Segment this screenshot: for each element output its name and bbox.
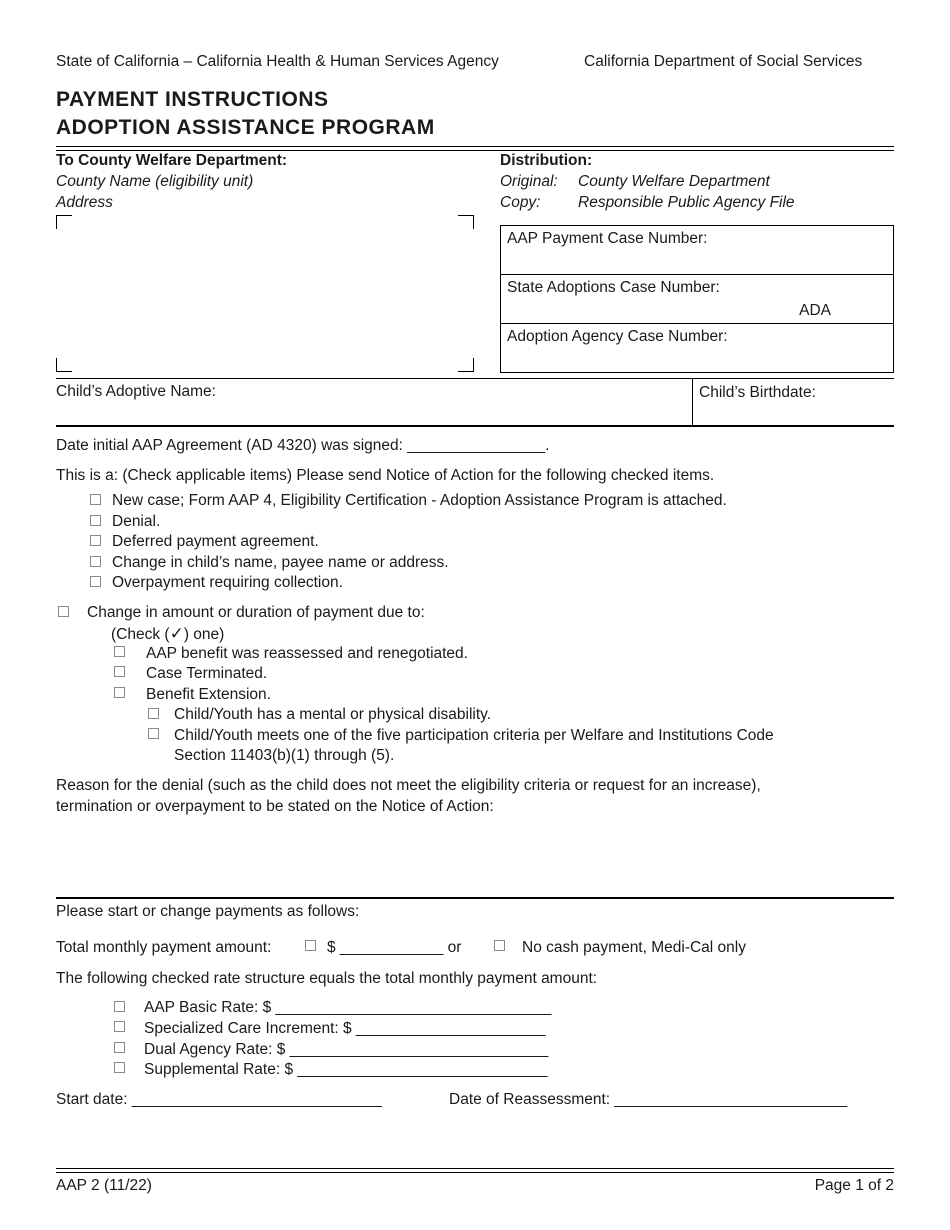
total-payment-checkbox[interactable] [305, 940, 316, 951]
page-number: Page 1 of 2 [814, 1177, 894, 1194]
deferred-payment-checkbox[interactable] [90, 535, 101, 546]
dual-agency-checkbox[interactable] [114, 1042, 125, 1053]
title-divider-bottom [56, 150, 894, 151]
reassessed-checkbox[interactable] [114, 646, 125, 657]
child-birthdate-field[interactable]: Child’s Birthdate: [699, 384, 816, 401]
state-adoptions-case-number-field[interactable] [500, 274, 894, 324]
address-window-corner [56, 215, 72, 229]
address-window-corner [458, 215, 474, 229]
benefit-extension-checkbox[interactable] [114, 687, 125, 698]
specialized-care-checkbox[interactable] [114, 1021, 125, 1032]
child-adoptive-name-field[interactable]: Child’s Adoptive Name: [56, 383, 216, 400]
disability-label: Child/Youth has a mental or physical disability. [174, 706, 492, 723]
name-change-label: Change in child’s name, payee name or address. [112, 554, 449, 571]
denial-label: Denial. [112, 513, 161, 530]
payment-section-divider [56, 897, 894, 899]
denial-checkbox[interactable] [90, 515, 101, 526]
disability-checkbox[interactable] [148, 708, 159, 719]
check-one-prefix: (Check ( [111, 626, 170, 643]
county-name-label: County Name (eligibility unit) [56, 173, 254, 190]
overpayment-label: Overpayment requiring collection. [112, 574, 343, 591]
participation-criteria-label-cont: Section 11403(b)(1) through (5). [174, 747, 395, 764]
address-window-corner [458, 358, 474, 372]
reason-label: Reason for the denial (such as the child does not meet the eligibility criteria or request for an increase), [56, 777, 761, 794]
overpayment-checkbox[interactable] [90, 576, 101, 587]
reason-label-cont: termination or overpayment to be stated on the Notice of Action: [56, 798, 494, 815]
address-window-corner [56, 358, 72, 372]
basic-rate-checkbox[interactable] [114, 1001, 125, 1012]
change-amount-checkbox[interactable] [58, 606, 69, 617]
form-subtitle: ADOPTION ASSISTANCE PROGRAM [56, 116, 435, 139]
rate-structure-intro: The following checked rate structure equals the total monthly payment amount: [56, 970, 598, 987]
case-terminated-label: Case Terminated. [146, 665, 268, 682]
no-cash-checkbox[interactable] [494, 940, 505, 951]
title-divider-top [56, 146, 894, 147]
address-label: Address [56, 194, 113, 211]
no-cash-label: No cash payment, Medi-Cal only [522, 939, 746, 956]
check-one-instruction [111, 624, 224, 644]
state-adoptions-case-prefix: ADA [799, 302, 831, 319]
state-adoptions-case-number-label: State Adoptions Case Number: [507, 279, 720, 296]
distribution-copy-value: Responsible Public Agency File [578, 194, 795, 211]
supplemental-rate-checkbox[interactable] [114, 1062, 125, 1073]
distribution-original-value: County Welfare Department [578, 173, 770, 190]
deferred-payment-label: Deferred payment agreement. [112, 533, 319, 550]
dual-agency-field[interactable]: Dual Agency Rate: $ ______________________________ [144, 1041, 549, 1058]
basic-rate-field[interactable]: AAP Basic Rate: $ ________________________________ [144, 999, 552, 1016]
form-number: AAP 2 (11/22) [56, 1177, 152, 1194]
items-instructions: This is a: (Check applicable items) Please send Notice of Action for the following checked items. [56, 467, 715, 484]
reassessed-label: AAP benefit was reassessed and renegotiated. [146, 645, 468, 662]
aap-payment-case-number-label: AAP Payment Case Number: [507, 230, 708, 247]
change-amount-label: Change in amount or duration of payment due to: [87, 604, 425, 621]
child-row-top-line [56, 378, 894, 379]
distribution-original-label: Original: [500, 173, 558, 190]
reassessment-date-field[interactable]: Date of Reassessment: ___________________________ [449, 1091, 848, 1108]
distribution-label: Distribution: [500, 152, 593, 169]
agreement-signed-date-field[interactable]: Date initial AAP Agreement (AD 4320) was signed: ________________. [56, 437, 550, 454]
participation-criteria-checkbox[interactable] [148, 728, 159, 739]
department-name: California Department of Social Services [584, 53, 863, 70]
adoption-agency-case-number-field[interactable] [500, 323, 894, 373]
reason-text-area[interactable] [56, 820, 894, 896]
new-case-label: New case; Form AAP 4, Eligibility Certification - Adoption Assistance Program is attached. [112, 492, 727, 509]
checkmark-icon: ✓ [169, 624, 184, 643]
check-one-suffix: ) one) [183, 626, 225, 643]
start-date-field[interactable]: Start date: _____________________________ [56, 1091, 382, 1108]
total-payment-label: Total monthly payment amount: [56, 939, 272, 956]
child-row-bottom-line [56, 425, 894, 427]
child-row-divider [692, 378, 693, 425]
footer-divider-top [56, 1168, 894, 1169]
name-change-checkbox[interactable] [90, 556, 101, 567]
case-terminated-checkbox[interactable] [114, 666, 125, 677]
participation-criteria-label: Child/Youth meets one of the five participation criteria per Welfare and Institutions Code [174, 727, 774, 744]
specialized-care-field[interactable]: Specialized Care Increment: $ ______________________ [144, 1020, 546, 1037]
footer-divider-bottom [56, 1172, 894, 1173]
distribution-copy-label: Copy: [500, 194, 541, 211]
form-title: PAYMENT INSTRUCTIONS [56, 88, 329, 111]
to-county-label: To County Welfare Department: [56, 152, 288, 169]
supplemental-rate-field[interactable]: Supplemental Rate: $ _____________________________ [144, 1061, 548, 1078]
benefit-extension-label: Benefit Extension. [146, 686, 271, 703]
adoption-agency-case-number-label: Adoption Agency Case Number: [507, 328, 728, 345]
new-case-checkbox[interactable] [90, 494, 101, 505]
total-payment-amount-field[interactable]: $ ____________ or [327, 939, 462, 956]
aap-payment-case-number-field[interactable] [500, 225, 894, 275]
payment-intro: Please start or change payments as follows: [56, 903, 360, 920]
agency-name: State of California – California Health & Human Services Agency [56, 53, 499, 70]
